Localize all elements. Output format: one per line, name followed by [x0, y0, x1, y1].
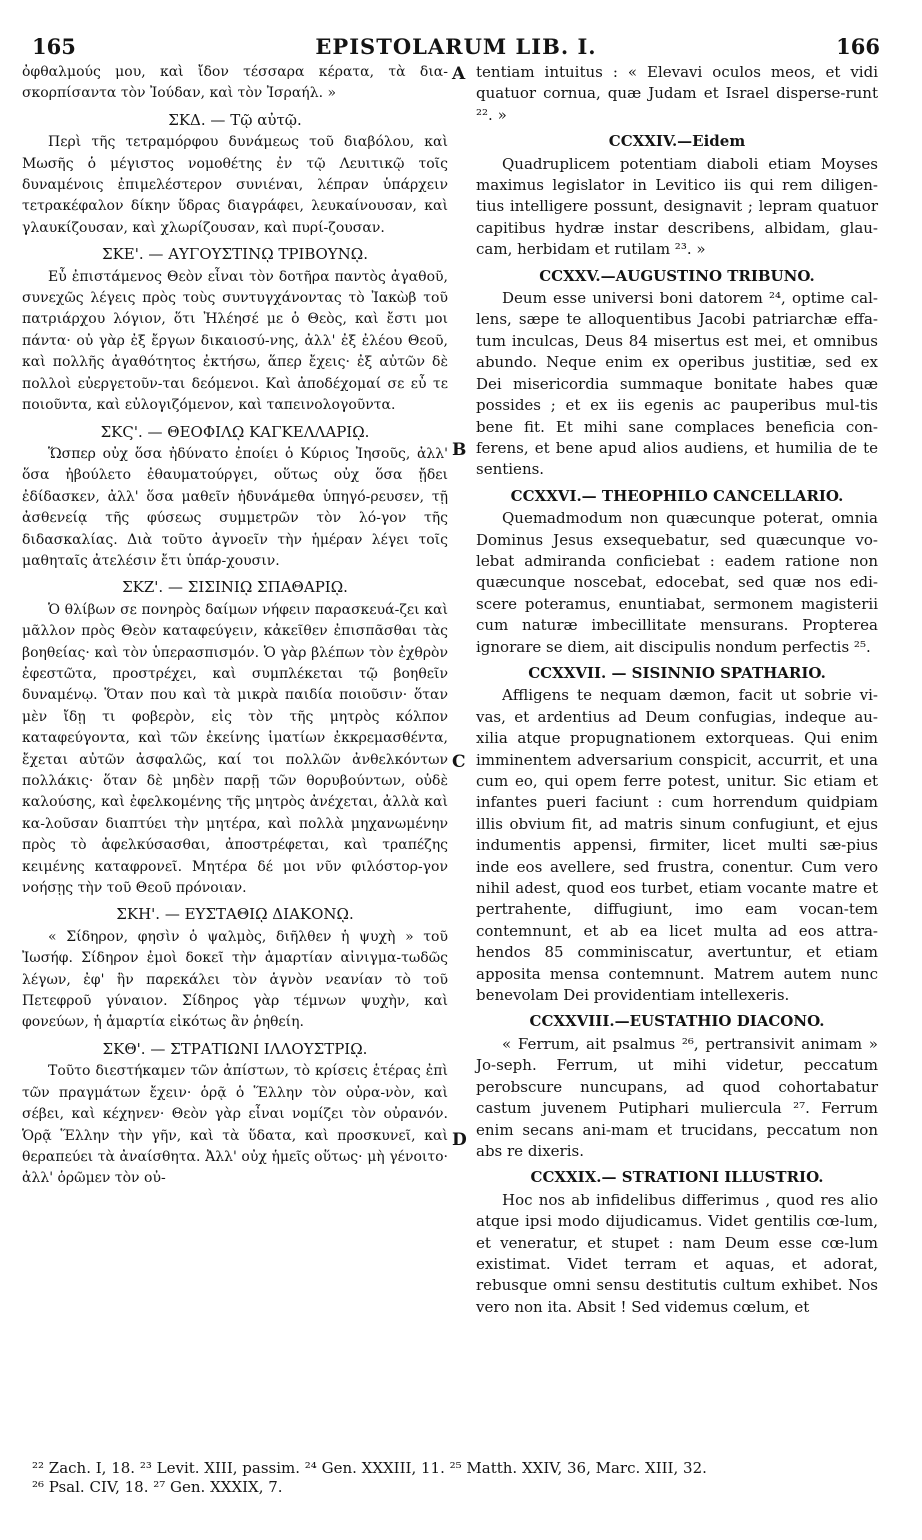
paragraph: tentiam intuitus : « Elevavi oculos meos, et vidi quatuor cornua, quæ Judam et Israel disperse-runt ²². »: [476, 63, 878, 124]
letter-title: CCXXVII. — SISINNIO SPATHARIO.: [528, 663, 826, 682]
latin-column: [476, 62, 878, 1318]
running-title: EPISTOLARUM LIB. I.: [315, 34, 597, 59]
letter-title: CCXXIV.—Eidem: [608, 132, 746, 151]
paragraph: Ὁ θλίβων σε πονηρὸς δαίμων νήφειν παρασκευά-ζει καὶ μᾶλλον πρὸς Θεὸν καταφεύγειν, κἀκεῖθεν ἐπισπᾶσθαι τὰς βοηθείας· καὶ τὸν ὑπερασπισμόν. Ὁ γὰρ βλέπων τὸν ἐχθρὸν ἐφεστῶτα, προστρέχει, καὶ συμπλέκεται τῷ βοηθεῖν δυναμένῳ. Ὅταν που καὶ τὰ μικρὰ παιδία ποιοῦσιν· ὅταν μὲν ἴδῃ τι φοβερὸν, εἰς τὸν τῆς μητρὸς κόλπον καταφεύγοντα, καὶ τῶν ἐκείνης ἱματίων ἐκκρεμασθέντα, ἔχεται αὐτῶν ἀσφαλῶς, καί τοι πολλῶν ἀνθελκόντων πολλάκις· ὅταν δὲ μηδὲν παρῇ τῶν θορυβούντων, οὐδὲ καλούσης, καὶ ἐφελκομένης τῆς μητρὸς ἀνέχεται, ἀλλὰ καὶ κα-λοῦσαν διαπτύει τὴν μητέρα, καὶ πολλὰ μηχανωμένην πρὸς τὸ ἀφελκύσασθαι, ἀποστρέφεται, καὶ τραπέζης κειμένης καταφρονεῖ. Μητέρα δέ μοι νῦν φιλόστορ-γον νοήσῃς τὴν τοῦ Θεοῦ πρόνοιαν.: [22, 601, 448, 897]
footnote-line: ²² Zach. I, 18. ²³ Levit. XIII, passim. ²⁴ Gen. XXXIII, 11. ²⁵ Matth. XXIV, 36, Marc. XIII, 32.: [32, 1459, 707, 1477]
letter-title: CCXXVI.— THEOPHILO CANCELLARIO.: [510, 486, 844, 505]
paragraph: « Σίδηρον, φησὶν ὁ ψαλμὸς, διῆλθεν ἡ ψυχὴ » τοῦ Ἰωσήφ. Σίδηρον ἐμοὶ δοκεῖ τὴν ἁμαρτίαν αἰνιγμα-τωδῶς λέγων, ἐφ' ἣν παρεκάλει τὸν ἁγνὸν νεανίαν τὸ τοῦ Πετεφροῦ γύναιον. Σίδηρος γὰρ τέμνων ψυχὴν, καὶ φονεύων, ἡ ἁμαρτία εἰκότως ἂν ῥηθείη.: [22, 928, 448, 1031]
letter-title: ΣΚΗ'. — ΕΥΣΤΑΘΙῼ ΔΙΑΚΟΝῼ.: [116, 905, 354, 924]
page-number-left: 165: [32, 34, 76, 59]
paragraph: Quadruplicem potentiam diaboli etiam Moyses maximus legislator in Levitico iis qui rem diligen-tius intelligere possunt, designavit ; lepram quatuor capitibus hydræ instar describens, albidam, glau-cam, herbidam et rutilam ²³. »: [476, 154, 878, 259]
paragraph: Ὥσπερ οὐχ ὅσα ἠδύνατο ἐποίει ὁ Κύριος Ἰησοῦς, ἀλλ' ὅσα ἠβούλετο ἐθαυματούργει, οὕτως οὐχ ὅσα ᾔδει ἐδίδασκεν, ἀλλ' ὅσα μαθεῖν ἠδυνάμεθα ὑπηγό-ρευσεν, τῇ ἀσθενείᾳ τῆς φύσεως συμμετρῶν τὸν λό-γον τῆς διδασκαλίας. Διὰ τοῦτο ἀγνοεῖν τὴν ἡμέραν λέγει τοῖς μαθηταῖς ἀτελέσιν ἔτι ὑπάρ-χουσιν.: [22, 445, 448, 569]
letter-title: ΣΚϚ'. — ΘΕΟΦΙΛῼ ΚΑΓΚΕΛΛΑΡΙῼ.: [100, 422, 370, 441]
letter-title: ΣΚΖ'. — ΣΙΣΙΝΙῼ ΣΠΑΘΑΡΙῼ.: [122, 578, 348, 597]
letter-title: CCXXV.—AUGUSTINO TRIBUNO.: [539, 266, 815, 285]
letter-title: ΣΚΕ'. — ΑΥΓΟΥΣΤΙΝῼ ΤΡΙΒΟΥΝῼ.: [102, 245, 368, 264]
page-number-right: 166: [836, 34, 880, 59]
paragraph: Εὖ ἐπιστάμενος Θεὸν εἶναι τὸν δοτῆρα παντὸς ἀγαθοῦ, συνεχῶς λέγεις πρὸς τοὺς συντυγχάνοντας τὸ Ἰακὼβ τοῦ πατριάρχου λόγιον, ὅτι Ἠλέησέ με ὁ Θεὸς, καὶ ἔστι μοι πάντα· οὐ γὰρ ἐξ ἔργων δικαιοσύ-νης, ἀλλ' ἐξ ἐλέου Θεοῦ, καὶ πολλῆς ἀγαθότητος ἐκτήσω, ἅπερ ἔχεις· ἐξ αὐτῶν δὲ πολλοὶ εὐεργετοῦν-ται δεόμενοι. Καὶ ἀποδέχομαί σε εὖ τε ποιοῦντα, καὶ εὐλογιζόμενον, καὶ ταπεινολογοῦντα.: [22, 268, 448, 414]
letter-title: CCXXVIII.—EUSTATHIO DIACONO.: [529, 1012, 825, 1031]
paragraph: Affligens te nequam dæmon, facit ut sobrie vi-vas, et ardentius ad Deum confugias, indeque au-xilia atque propugnationem extorqueas. Qui enim imminentem adversarium conspicit, accurrit, et una cum eo, qui opem ferre potest, unitur. Sic etiam et infantes pueri faciunt : cum horrendum quidpiam illis obvium fit, ad matris sinum confugiunt, et ejus indumentis appensi, firmiter, licet multi sæ-pius inde eos avellere, sed frustra, conentur. Cum vero nihil adest, quod eos turbet, etiam vocante matre et pertrahente, diffugiunt, imo eam vocan-tem contemnunt, et ab ea licet multa ad eos attra-hendos 85 comminiscatur, avertuntur, et etiam apposita mensa contemnunt. Matrem autem nunc benevolam Dei providentiam intellexeris.: [476, 686, 878, 1005]
letter-title: ΣΚΔ. — Τῷ αὐτῷ.: [168, 110, 302, 129]
margin-marker-c: C: [452, 752, 466, 772]
greek-column: [22, 62, 448, 1190]
margin-marker-d: D: [452, 1130, 467, 1150]
paragraph: Quemadmodum non quæcunque poterat, omnia Dominus Jesus exsequebatur, sed quæcunque vo-lebat admiranda conficiebat : eadem ratione non quæcunque noscebat, edocebat, sed quæ nos edi-scere poteramus, enuntiabat, sermonem magisterii cum naturæ imbecillitate mensurans. Propterea ignorare se diem, ait discipulis nondum perfectis ²⁵.: [476, 509, 878, 656]
paragraph: Deum esse universi boni datorem ²⁴, optime cal-lens, sæpe te alloquentibus Jacobi patriarchæ effa-tum inculcas, Deus 84 misertus est mei, et omnibus abundo. Neque enim ex operibus justitiæ, sed ex Dei misericordia summaque bonitate habes quæ possides ; et ex iis egenis ac pauperibus mul-tis bene fit. Et mihi sane complaces beneficia con-ferens, et bene apud alios audiens, et humilia de te sentiens.: [476, 289, 878, 479]
footnote-line: ²⁶ Psal. CIV, 18. ²⁷ Gen. XXXIX, 7.: [32, 1478, 283, 1496]
margin-marker-b: B: [452, 440, 467, 460]
paragraph: « Ferrum, ait psalmus ²⁶, pertransivit animam » Jo-seph. Ferrum, ut mihi videtur, peccatum perobscure nuncupans, ad quod cohortabatur castum juvenem Putiphari muliercula ²⁷. Ferrum enim secans ani-mam et trucidans, peccatum non abs re dixeris.: [476, 1034, 878, 1160]
paragraph: Hoc nos ab infidelibus differimus , quod res alio atque ipsi modo dijudicamus. Videt gentilis cœ-lum, et veneratur, et stupet : nam Deum esse cœ-lum existimat. Videt terram et aquas, et adorat, rebusque omni sensu destitutis cultum exhibet. Nos vero non ita. Absit ! Sed videmus cœlum, et: [476, 1190, 878, 1316]
letter-title: ΣΚΘ'. — ΣΤΡΑΤΙΩΝΙ ΙΛΛΟΥΣΤΡΙῼ.: [102, 1039, 368, 1058]
paragraph: Περὶ τῆς τετραμόρφου δυνάμεως τοῦ διαβόλου, καὶ Μωσῆς ὁ μέγιστος νομοθέτης ἐν τῷ Λευιτικῷ τοῖς δυναμένοις ἐπιμελέστερον συνιέναι, λέπραν ὑπάρχειν τετρακέφαλον δίκην ὕδρας διαγράφει, λευκαίνουσαν, καὶ γλαυκίζουσαν, καὶ χλωρίζουσαν, καὶ πυρί-ζουσαν.: [22, 134, 448, 236]
paragraph: ὀφθαλμούς μου, καὶ ἴδον τέσσαρα κέρατα, τὰ δια-σκορπίσαντα τὸν Ἰούδαν, καὶ τὸν Ἰσραήλ. »: [22, 64, 448, 102]
running-header: [32, 34, 880, 58]
margin-marker-a: A: [452, 64, 466, 84]
footnotes: [32, 1459, 882, 1497]
letter-title: CCXXIX.— STRATIONI ILLUSTRIO.: [530, 1168, 824, 1187]
paragraph: Τοῦτο διεστήκαμεν τῶν ἀπίστων, τὸ κρίσεις ἑτέρας ἐπὶ τῶν πραγμάτων ἔχειν· ὁρᾷ ὁ Ἕλλην τὸν οὐρα-νὸν, καὶ σέβει, καὶ κέχηνεν· Θεὸν γὰρ εἶναι νομίζει τὸν οὐρανόν. Ὁρᾷ Ἕλλην τὴν γῆν, καὶ τὰ ὕδατα, καὶ προσκυνεῖ, καὶ θεραπεύει τὰ ἀναίσθητα. Ἀλλ' οὐχ ἡμεῖς οὕτως· μὴ γένοιτο· ἀλλ' ὁρῶμεν τὸν οὐ-: [22, 1063, 448, 1187]
